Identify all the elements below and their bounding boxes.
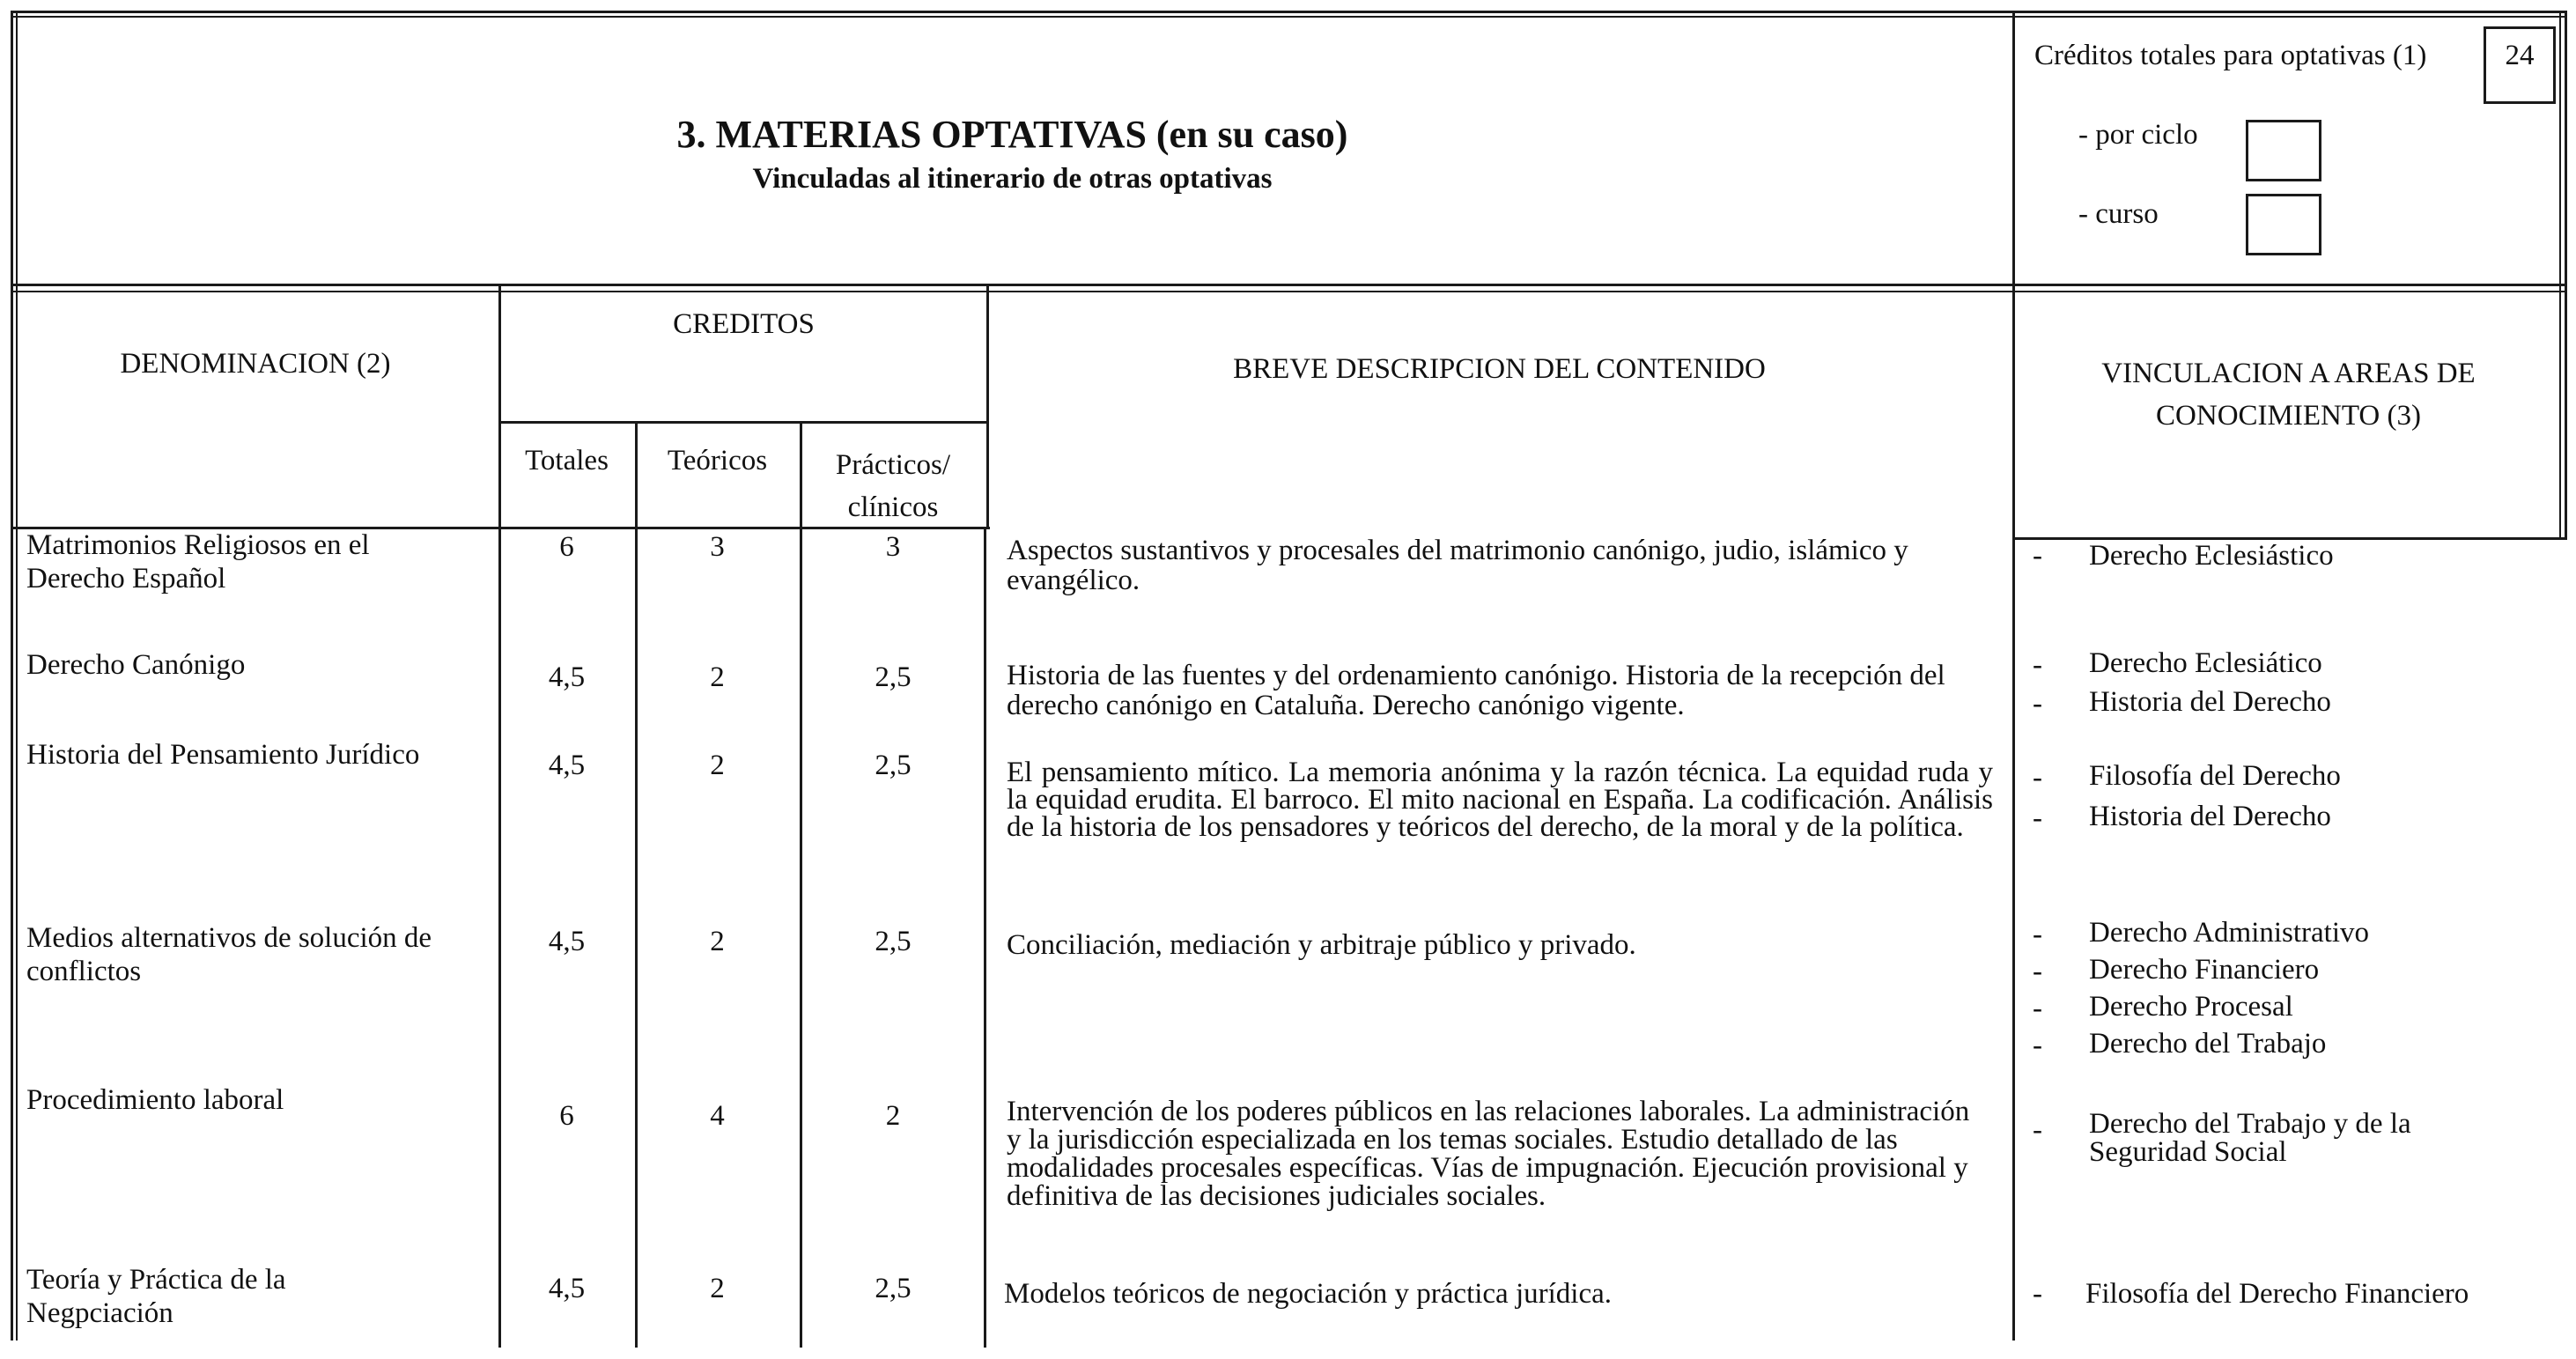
row3-descripcion: El pensamiento mítico. La memoria anónima y la razón técnica. La equidad ruda y la equidad erudita. El barroco. El mito nacional en España. La codificación. Análisis de la historia de los pensadores y teóricos del derecho, de la moral y de la política. [1007, 757, 1993, 843]
credits-total-label: Créditos totales para optativas (1) [2034, 40, 2427, 71]
row6-descripcion: Modelos teóricos de negociación y práctica jurídica. [1004, 1278, 1612, 1310]
frame-left [11, 11, 13, 1341]
row3-area-1: Filosofía del Derecho [2089, 760, 2341, 792]
row5-denominacion: Procedimiento laboral [26, 1084, 284, 1116]
col-denominacion: DENOMINACION (2) [120, 348, 391, 380]
row3-area-dash-2: - [2033, 802, 2042, 834]
col-teoricos: Teóricos [667, 445, 768, 476]
row1-area-dash: - [2033, 540, 2042, 572]
por-ciclo-box [2246, 120, 2321, 181]
row2-practicos: 2,5 [875, 661, 912, 693]
row4-practicos: 2,5 [875, 926, 912, 957]
col-descripcion: BREVE DESCRIPCION DEL CONTENIDO [1233, 353, 1766, 385]
row3-area-dash-1: - [2033, 762, 2042, 794]
header-bottom-line-inner [12, 291, 2566, 292]
row6-practicos: 2,5 [875, 1273, 912, 1304]
row1-practicos: 3 [885, 531, 901, 563]
row6-teoricos: 2 [710, 1273, 725, 1304]
row4-totales: 4,5 [548, 926, 586, 957]
row4-area-3: Derecho Procesal [2089, 991, 2293, 1023]
credits-total-value: 24 [2505, 40, 2535, 71]
row4-denominacion: Medios alternativos de solución de conflictos [26, 922, 432, 987]
row2-descripcion: Historia de las fuentes y del ordenamiento canónigo. Historia de la recepción del derecho canónigo en Cataluña. Derecho canónigo vigente. [1007, 660, 1945, 721]
row5-practicos: 2 [885, 1100, 901, 1132]
row4-area-dash-4: - [2033, 1030, 2042, 1061]
row3-denominacion: Historia del Pensamiento Jurídico [26, 739, 420, 771]
row4-teoricos: 2 [710, 926, 725, 957]
curso-box [2246, 194, 2321, 255]
frame-top [12, 11, 2566, 13]
page-subtitle: Vinculadas al itinerario de otras optativas [752, 163, 1273, 195]
row4-area-4: Derecho del Trabajo [2089, 1028, 2327, 1060]
row5-totales: 6 [559, 1100, 574, 1132]
col-creditos: CREDITOS [673, 308, 815, 340]
row5-teoricos: 4 [710, 1100, 725, 1132]
row1-descripcion: Aspectos sustantivos y procesales del matrimonio canónigo, judio, islámico y evangélico. [1007, 535, 1908, 596]
row2-totales: 4,5 [548, 661, 586, 693]
row4-area-dash-3: - [2033, 993, 2042, 1024]
frame-right-inner [2559, 11, 2561, 539]
row4-area-2: Derecho Financiero [2089, 954, 2320, 986]
row1-teoricos: 3 [710, 531, 725, 563]
row5-descripcion: Intervención de los poderes públicos en las relaciones laborales. La administración y la jurisdicción especializada en los temas sociales. Estudio detallado de las modalidades procesales específicas. Vías de impugnación. Ejecución provisional y definitiva de las decisiones judiciales sociales. [1007, 1096, 1970, 1212]
row2-area-1: Derecho Eclesiático [2089, 647, 2322, 679]
col-practicos: Prácticos/ clínicos [835, 449, 951, 523]
row4-descripcion: Conciliación, mediación y arbitraje público y privado. [1007, 929, 1636, 961]
row4-area-1: Derecho Administrativo [2089, 917, 2370, 949]
page-title: 3. MATERIAS OPTATIVAS (en su caso) [676, 113, 1348, 156]
row2-area-dash-2: - [2033, 688, 2042, 720]
col-totales: Totales [525, 445, 609, 476]
creditos-sub-line [498, 421, 989, 424]
row2-area-2: Historia del Derecho [2089, 686, 2331, 718]
row2-denominacion: Derecho Canónigo [26, 649, 246, 681]
header-divider [2012, 11, 2015, 1341]
row1-denominacion: Matrimonios Religiosos en el Derecho Español [26, 529, 370, 595]
frame-left-inner [16, 11, 18, 1341]
row3-totales: 4,5 [548, 750, 586, 781]
row6-area-1: Filosofía del Derecho Financiero [2085, 1278, 2469, 1310]
row5-area-1: Derecho del Trabajo y de la Seguridad Social [2089, 1108, 2411, 1168]
curso-label: - curso [2078, 198, 2159, 230]
por-ciclo-label: - por ciclo [2078, 119, 2198, 151]
frame-top-inner [12, 16, 2566, 18]
row1-area-1: Derecho Eclesiástico [2089, 540, 2334, 572]
row1-totales: 6 [559, 531, 574, 563]
row3-practicos: 2,5 [875, 750, 912, 781]
row2-teoricos: 2 [710, 661, 725, 693]
frame-right [2565, 11, 2567, 539]
row6-area-dash: - [2033, 1278, 2042, 1310]
header-bottom-line [12, 284, 2566, 286]
row4-area-dash-2: - [2033, 956, 2042, 987]
row3-area-2: Historia del Derecho [2089, 801, 2331, 832]
row2-area-dash-1: - [2033, 649, 2042, 681]
row6-totales: 4,5 [548, 1273, 586, 1304]
row4-area-dash-1: - [2033, 919, 2042, 950]
row5-area-dash: - [2033, 1114, 2042, 1146]
row6-denominacion: Teoría y Práctica de la Negpciación [26, 1264, 286, 1329]
col-vinculacion: VINCULACION A AREAS DE CONOCIMIENTO (3) [2101, 358, 2476, 432]
row3-teoricos: 2 [710, 750, 725, 781]
